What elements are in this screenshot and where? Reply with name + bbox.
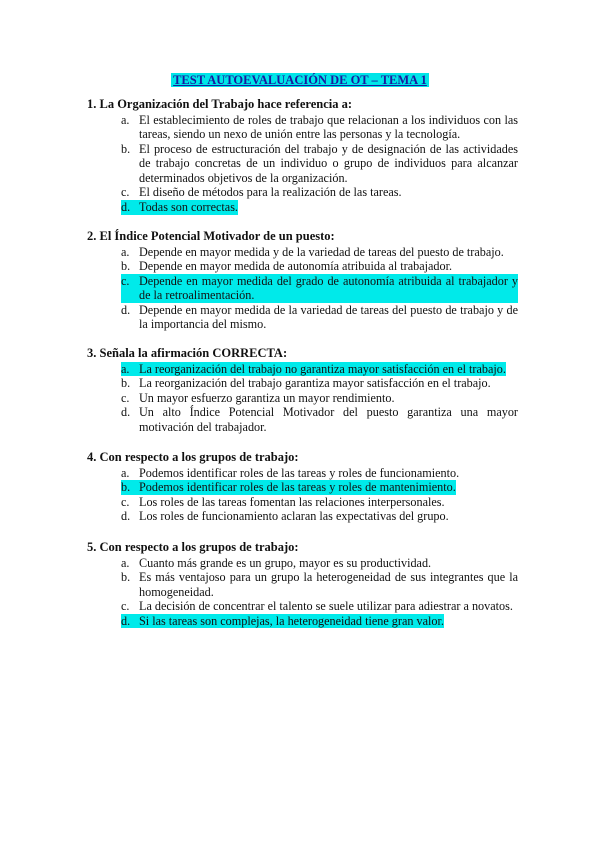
q5-option-d-answer: d. Si las tareas son complejas, la heterogeneidad tiene gran valor.	[121, 613, 444, 628]
q4-option-b-answer: b. Podemos identificar roles de las tareas y roles de mantenimiento.	[121, 480, 456, 495]
document-title	[0, 73, 600, 87]
q4-option-d: d. Los roles de funcionamiento aclaran las expectativas del grupo.	[121, 509, 449, 524]
question-4	[87, 450, 527, 524]
q5-option-c: c. La decisión de concentrar el talento se suele utilizar para adiestrar a novatos.	[121, 599, 513, 614]
q2-option-d: d. Depende en mayor medida de la variedad de tareas del puesto de trabajo y de la importancia del mismo.	[121, 302, 518, 332]
question-1	[87, 97, 527, 215]
question-5-title: 5. Con respecto a los grupos de trabajo:	[87, 540, 299, 554]
q1-option-a: a. El establecimiento de roles de trabajo que relacionan a los individuos con las tareas, siendo un nexo de unión entre las personas y la tecnología.	[121, 112, 518, 142]
question-2-title: 2. El Índice Potencial Motivador de un puesto:	[87, 229, 335, 243]
question-3-title: 3. Señala la afirmación CORRECTA:	[87, 346, 288, 360]
q2-option-a: a. Depende en mayor medida y de la variedad de tareas del puesto de trabajo.	[121, 244, 504, 259]
q3-option-b: b. La reorganización del trabajo garantiza mayor satisfacción en el trabajo.	[121, 376, 491, 391]
question-4-title: 4. Con respecto a los grupos de trabajo:	[87, 450, 299, 464]
q2-option-c-answer: c. Depende en mayor medida del grado de autonomía atribuida al trabajador y de la retroalimentación.	[121, 273, 518, 303]
q5-option-b: b. Es más ventajoso para un grupo la heterogeneidad de sus integrantes que la homogeneidad.	[121, 570, 518, 599]
title-text: TEST AUTOEVALUACIÓN DE OT – TEMA 1	[173, 73, 427, 87]
question-5	[87, 540, 527, 628]
q1-option-d-answer: d. Todas son correctas.	[121, 200, 238, 215]
q1-option-c: c. El diseño de métodos para la realización de las tareas.	[121, 185, 402, 200]
q3-option-c: c. Un mayor esfuerzo garantiza un mayor rendimiento.	[121, 390, 395, 405]
q2-option-b: b. Depende en mayor medida de autonomía atribuida al trabajador.	[121, 259, 453, 274]
q3-option-a-answer: a. La reorganización del trabajo no garantiza mayor satisfacción en el trabajo.	[121, 361, 506, 376]
q5-option-a: a. Cuanto más grande es un grupo, mayor es su productividad.	[121, 555, 432, 570]
q1-option-b: b. El proceso de estructuración del trabajo y de designación de las actividades de trabajo concretas de un individuo o grupo de individuos para alcanzar determinados objetivos de la organización.	[121, 141, 518, 185]
q4-option-a: a. Podemos identificar roles de las tareas y roles de funcionamiento.	[121, 465, 460, 480]
question-2	[87, 229, 527, 332]
q4-option-c: c. Los roles de las tareas fomentan las relaciones interpersonales.	[121, 494, 445, 509]
question-1-title: 1. La Organización del Trabajo hace referencia a:	[87, 97, 353, 111]
question-3	[87, 346, 527, 434]
q3-option-d: d. Un alto Índice Potencial Motivador del puesto garantiza una mayor motivación del trabajador.	[121, 405, 518, 434]
